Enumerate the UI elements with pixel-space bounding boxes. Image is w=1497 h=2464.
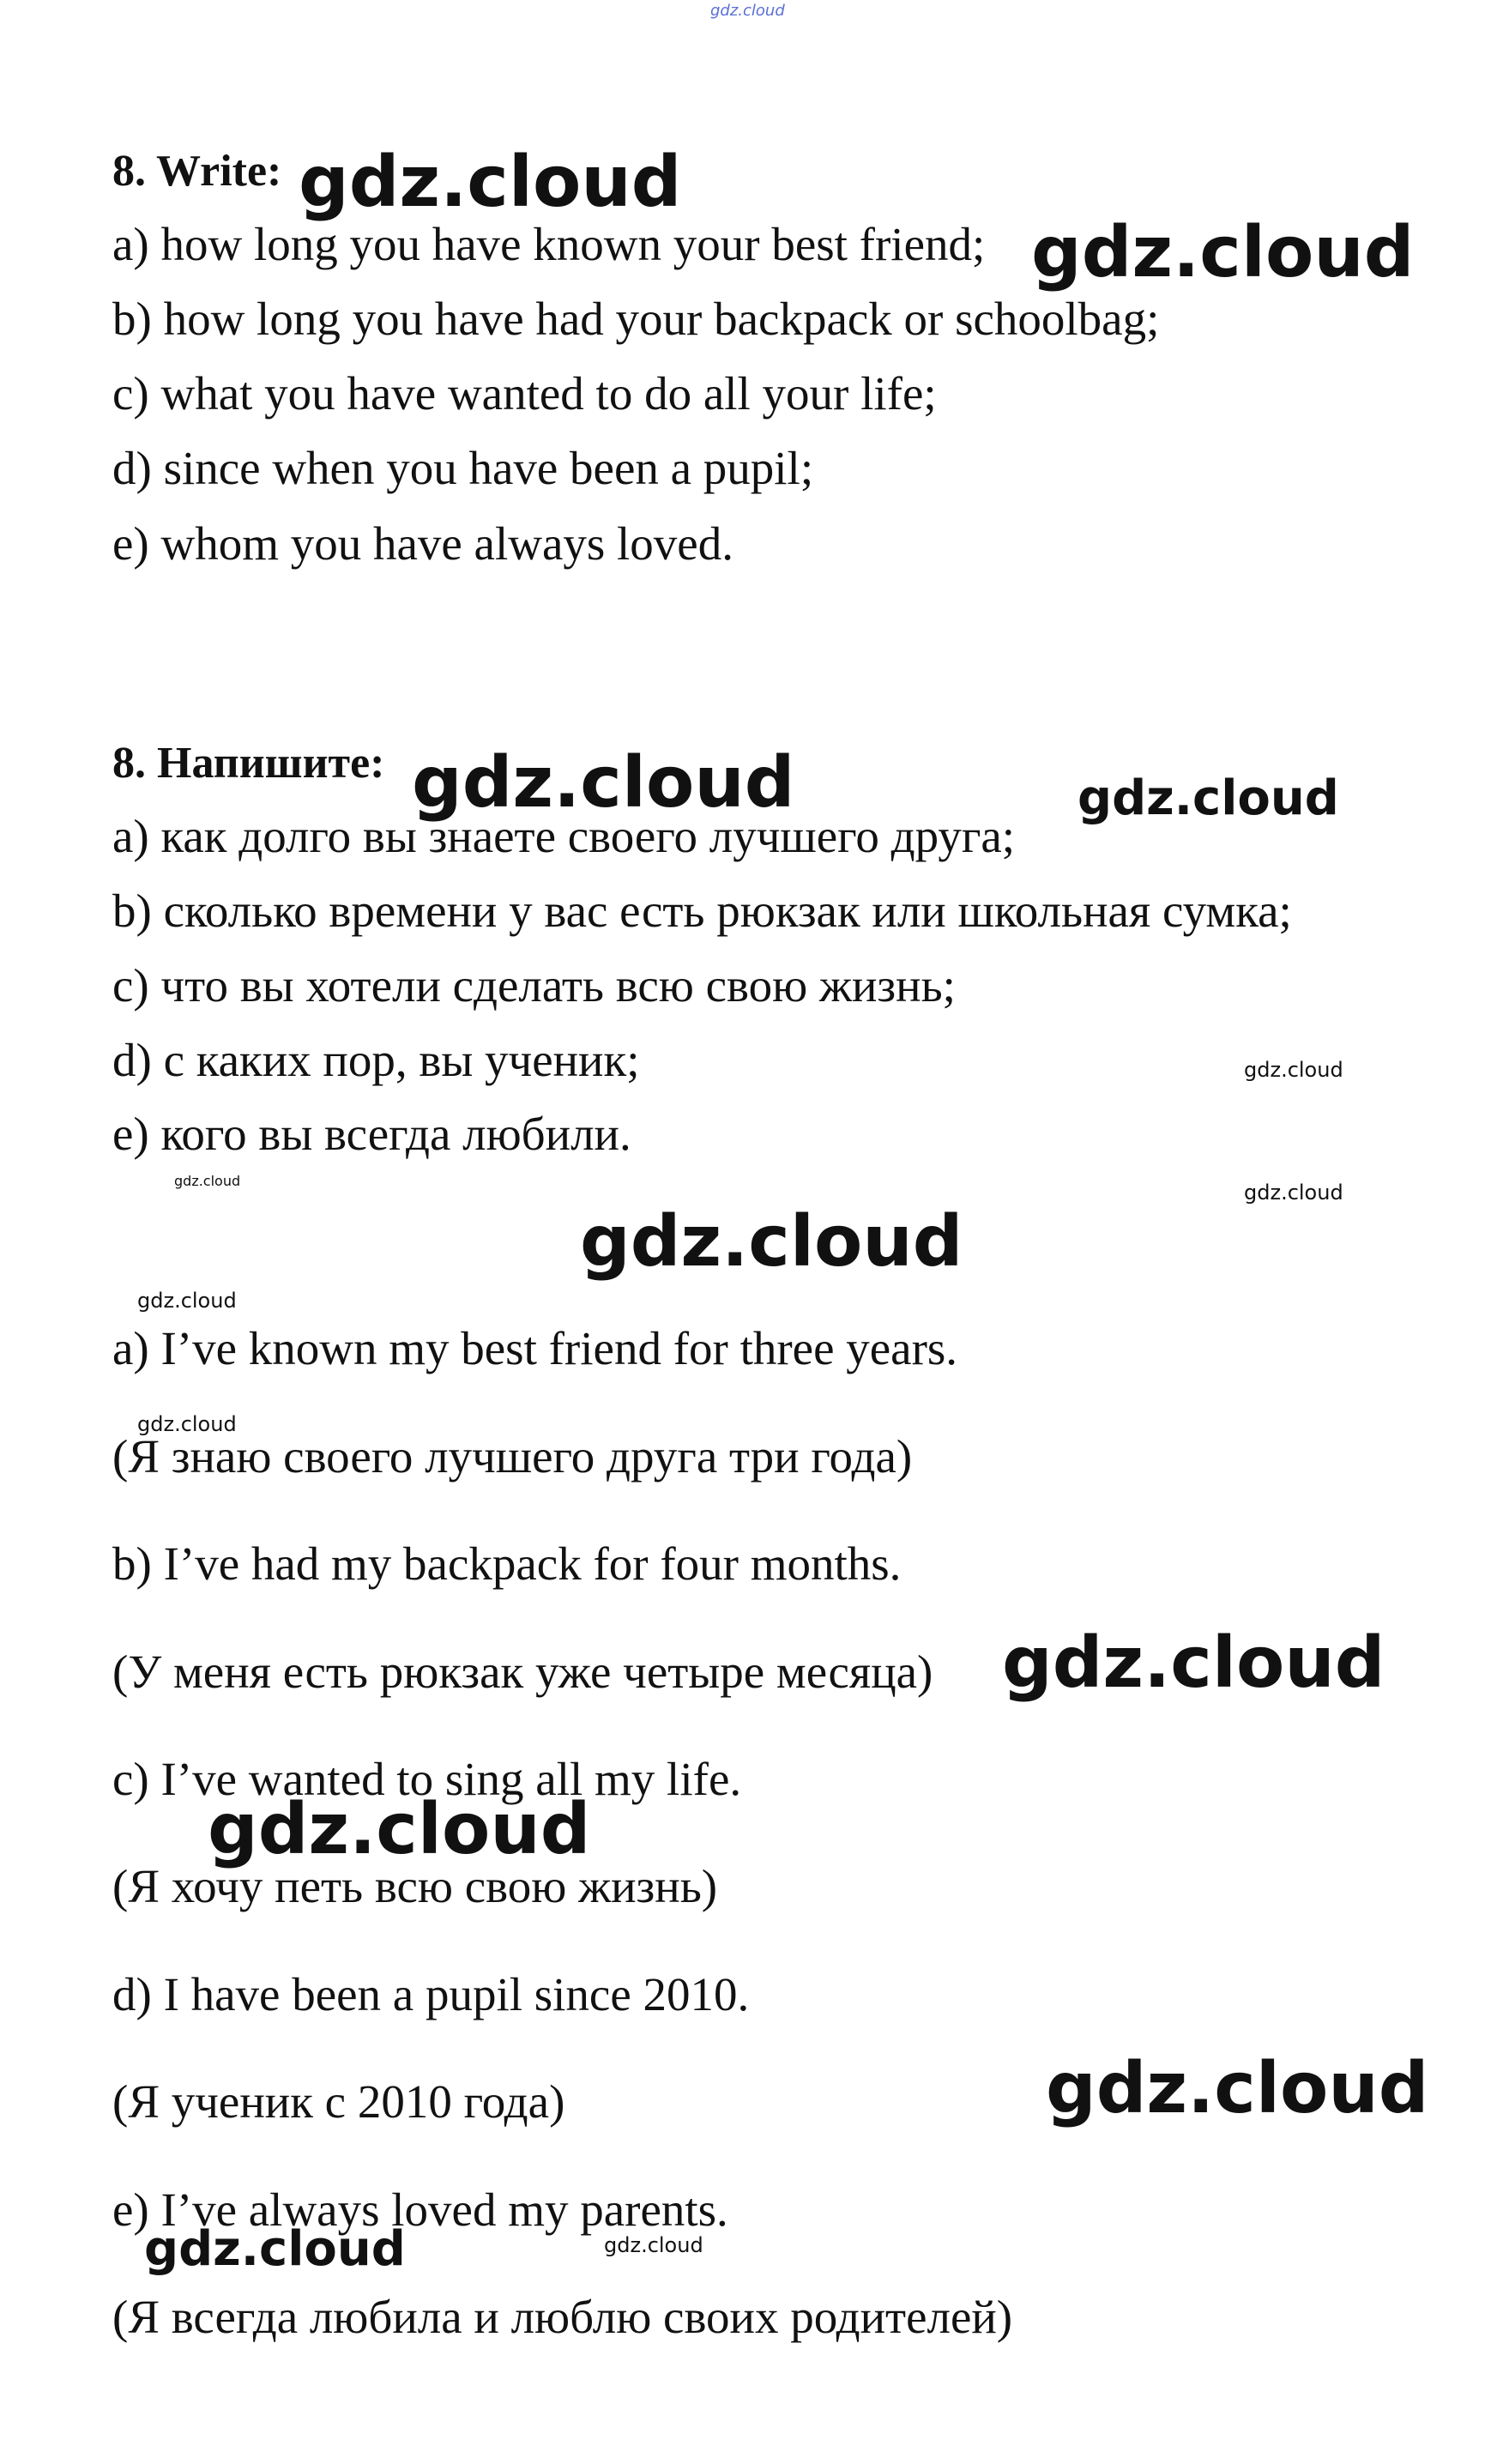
watermark: gdz.cloud xyxy=(144,2221,406,2277)
answer-b-en: b) I’ve had my backpack for four months. xyxy=(112,1537,902,1590)
watermark: gdz.cloud xyxy=(208,1789,591,1870)
task-en-heading: 8. Write: xyxy=(112,147,282,196)
answer-e-en: e) I’ve always loved my parents. xyxy=(112,2183,728,2236)
answer-d-en: d) I have been a pupil since 2010. xyxy=(112,1968,750,2020)
answer-d-ru: (Я ученик с 2010 года) xyxy=(112,2075,565,2128)
watermark: gdz.cloud xyxy=(174,1173,241,1189)
answer-e-ru: (Я всегда любила и люблю своих родителей) xyxy=(112,2291,1013,2343)
watermark: gdz.cloud xyxy=(580,1201,963,1283)
task-en-item-e: e) whom you have always loved. xyxy=(112,517,733,570)
watermark: gdz.cloud xyxy=(1046,2048,1429,2129)
task-ru-item-c: с) что вы хотели сделать всю свою жизнь; xyxy=(112,959,956,1012)
task-ru-item-d: d) с каких пор, вы ученик; xyxy=(112,1034,640,1086)
answer-a-en: a) I’ve known my best friend for three years. xyxy=(112,1322,958,1374)
answer-c-en: c) I’ve wanted to sing all my life. xyxy=(112,1753,742,1805)
watermark: gdz.cloud xyxy=(412,742,795,824)
answer-c-ru: (Я хочу петь всю свою жизнь) xyxy=(112,1860,718,1912)
watermark: gdz.cloud xyxy=(1244,1058,1343,1082)
watermark: gdz.cloud xyxy=(137,1412,237,1436)
watermark: gdz.cloud xyxy=(1244,1181,1343,1205)
watermark: gdz.cloud xyxy=(1002,1622,1385,1704)
task-en-item-a: a) how long you have known your best friend; xyxy=(112,218,986,270)
task-en-item-b: b) how long you have had your backpack or schoolbag; xyxy=(112,293,1160,345)
task-ru-item-e: е) кого вы всегда любили. xyxy=(112,1108,631,1160)
task-ru-item-a: а) как долго вы знаете своего лучшего друга; xyxy=(112,810,1016,862)
task-ru-item-b: b) сколько времени у вас есть рюкзак или школьная сумка; xyxy=(112,885,1292,937)
task-en-item-d: d) since when you have been a pupil; xyxy=(112,442,814,494)
watermark: gdz.cloud xyxy=(1031,212,1415,293)
watermark-top: gdz.cloud xyxy=(710,2,785,20)
answer-b-ru: (У меня есть рюкзак уже четыре месяца) xyxy=(112,1646,933,1698)
watermark: gdz.cloud xyxy=(1077,770,1339,826)
answer-a-ru: (Я знаю своего лучшего друга три года) xyxy=(112,1430,913,1483)
task-en-item-c: c) what you have wanted to do all your life; xyxy=(112,367,937,420)
watermark: gdz.cloud xyxy=(137,1289,237,1313)
watermark: gdz.cloud xyxy=(299,142,682,223)
task-ru-heading: 8. Напишите: xyxy=(112,739,385,788)
watermark: gdz.cloud xyxy=(604,2233,703,2257)
